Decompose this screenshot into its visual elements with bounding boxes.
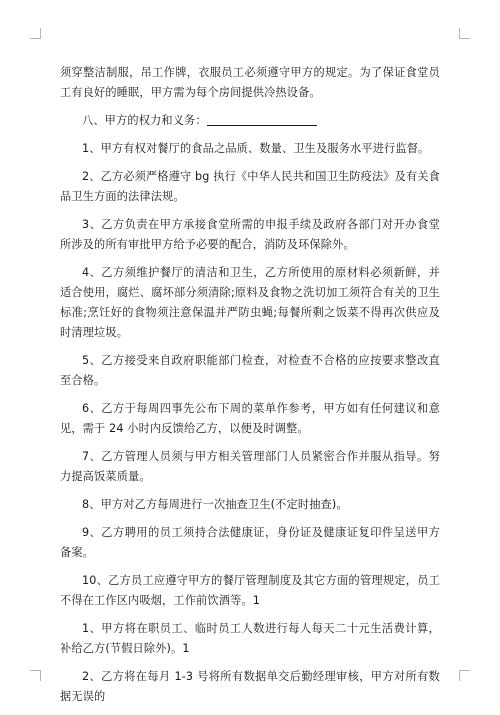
clause-10: 10、乙方员工应遵守甲方的餐厅管理制度及其它方面的管理规定，员工不得在工作区内吸烟，工作前饮酒等。1: [60, 574, 440, 607]
clause-7: 7、乙方管理人员须与甲方相关管理部门人员紧密合作并服从指导。努力提高饭菜质量。: [60, 450, 440, 483]
section-heading-text: 八、甲方的权力和义务：: [82, 114, 207, 127]
section-heading-8: [60, 111, 440, 131]
crop-mark-bottom-right: [459, 670, 470, 681]
clause-9: 9、乙方聘用的员工须持合法健康证，身份证及健康证复印件呈送甲方备案。: [60, 526, 440, 559]
paragraph-continuation: 须穿整洁制服，吊工作牌，衣服员工必须遵守甲方的规定。为了保证食堂员工有良好的睡眠，甲方需为每个房间提供冷热设备。: [60, 66, 440, 99]
clause-5: 5、乙方接受来自政府职能部门检查，对检查不合格的应按要求整改直至合格。: [60, 354, 440, 387]
clause-6: 6、乙方于每周四事先公布下周的菜单作参考，甲方如有任何建议和意见，需于 24 小时内反馈给乙方，以便及时调整。: [60, 402, 440, 435]
crop-mark-bottom-left: [30, 670, 41, 681]
fill-in-blank: [207, 113, 317, 126]
crop-mark-top-left: [30, 28, 41, 39]
clause-3: 3、乙方负责在甲方承接食堂所需的申报手续及政府各部门对开办食堂所涉及的所有审批甲方给予必要的配合，消防及环保除外。: [60, 218, 440, 251]
clause-4: 4、乙方须维护餐厅的清洁和卫生，乙方所使用的原材料必须新鲜，并适合使用，腐烂、腐坏部分须清除;原料及食物之洗切加工须符合有关的卫生标准;烹饪好的食物须注意保温并严防虫蝇;每餐所剩之饭菜不得再次供应及时清理垃圾。: [60, 266, 440, 339]
clause-allowance-2: 2、乙方将在每月 1-3 号将所有数据单交后勤经理审核，甲方对所有数据无误的: [60, 670, 440, 703]
clause-8: 8、甲方对乙方每周进行一次抽查卫生(不定时抽查)。: [82, 498, 348, 511]
clause-allowance-1: 1、甲方将在职员工、临时员工人数进行每人每天二十元生活费计算，补给乙方(节假日除外)。1: [60, 622, 440, 655]
clause-2: 2、乙方必须严格遵守 bg 执行《中华人民共和国卫生防疫法》及有关食品卫生方面的法律法规。: [60, 170, 440, 203]
document-page: [60, 63, 440, 715]
crop-mark-top-right: [459, 28, 470, 39]
clause-1: 1、甲方有权对餐厅的食品之品质、数量、卫生及服务水平进行监督。: [82, 142, 430, 155]
